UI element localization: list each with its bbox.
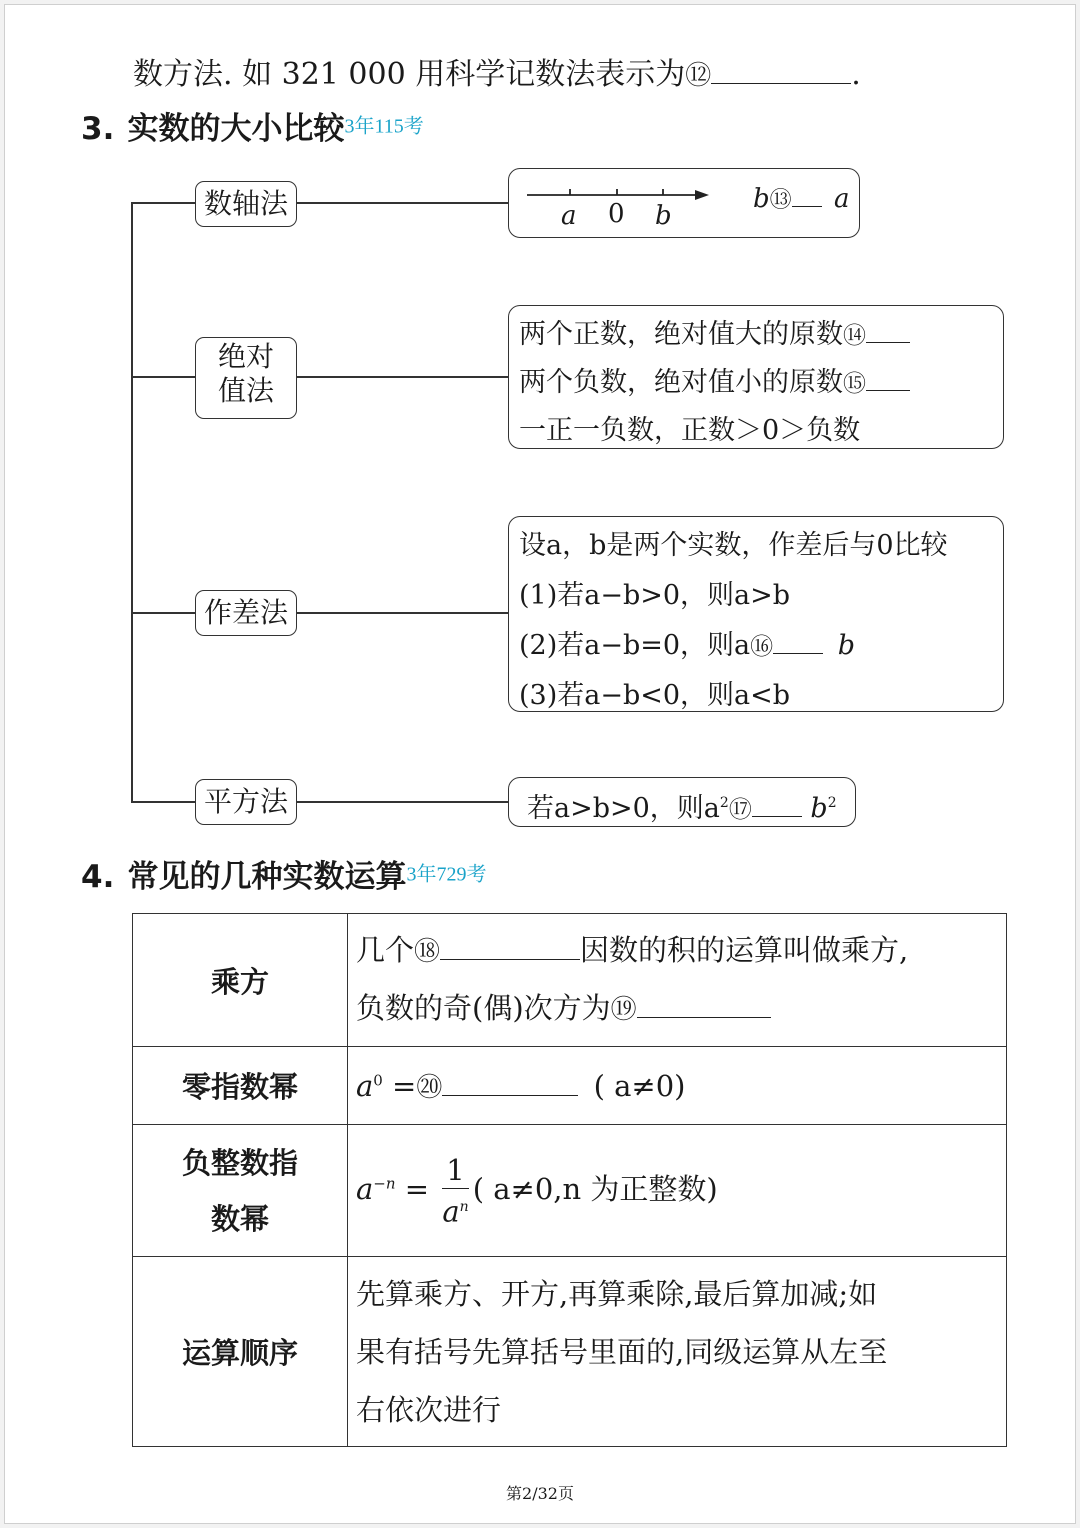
branch-2 — [131, 376, 195, 378]
branch-4 — [131, 801, 195, 803]
abs-line2-text: 两个负数，绝对值小的原数 — [519, 367, 843, 398]
power-line1-suffix: 因数的积的运算叫做乘方, — [580, 933, 909, 967]
answer-blank-13 — [792, 206, 822, 207]
neg-label-line2: 数幂 — [210, 1201, 269, 1236]
connector-2 — [297, 376, 509, 378]
row-content-negative-exponent — [348, 1125, 1007, 1257]
answer-blank-16 — [773, 653, 823, 654]
section4-number: 4. — [81, 859, 115, 895]
table-row-power — [133, 914, 1007, 1047]
neg-label-line1: 负整数指 — [181, 1145, 298, 1180]
tree-trunk — [131, 202, 133, 802]
den-base: a — [442, 1194, 460, 1229]
answer-blank-15 — [866, 390, 910, 391]
section4-title: 常见的几种实数运算 — [127, 859, 407, 895]
absolute-value-box — [508, 305, 1004, 449]
connector-1 — [297, 202, 509, 204]
arrow-icon — [695, 190, 709, 200]
table-row-order — [133, 1257, 1007, 1447]
tick-label-b: b — [655, 201, 672, 231]
compare-right: a — [833, 184, 850, 214]
number-line-box — [508, 168, 860, 238]
abs-line1-text: 两个正数，绝对值大的原数 — [519, 319, 843, 350]
square-prefix: 若a>b>0，则a — [527, 793, 720, 824]
blank-marker-19: ⑲ — [610, 995, 637, 1025]
connector-3 — [297, 612, 509, 614]
blank-marker-14: ⑭ — [843, 323, 866, 349]
branch-3 — [131, 612, 195, 614]
fraction-denominator — [442, 1189, 468, 1230]
section4-exam-note: 3年729考 — [406, 863, 487, 886]
connector-4 — [297, 801, 509, 803]
answer-blank-17 — [752, 816, 802, 817]
order-line3: 右依次进行 — [356, 1392, 502, 1427]
negative-exponent-formula — [356, 1152, 718, 1229]
operations-table — [132, 913, 1007, 1447]
section3-number: 3. — [81, 111, 115, 147]
answer-blank-12 — [711, 83, 851, 84]
order-line2: 果有括号先算括号里面的,同级运算从左至 — [356, 1334, 888, 1369]
table-row-zero-exponent — [133, 1047, 1007, 1125]
abs-line3: 一正一负数，正数＞0＞负数 — [519, 415, 861, 446]
branch-1 — [131, 202, 195, 204]
fraction — [442, 1152, 468, 1230]
diff-intro: 设a，b是两个实数，作差后与0比较 — [519, 530, 948, 561]
power-line2-prefix: 负数的奇(偶)次方为 — [356, 991, 611, 1025]
zero-exp-exp: 0 — [373, 1071, 383, 1090]
section3-title: 实数的大小比较 — [127, 111, 345, 147]
blank-marker-17: ⑰ — [728, 797, 752, 823]
neg-exp-cond: ( a≠0,n 为正整数) — [472, 1171, 718, 1206]
difference-box — [508, 516, 1004, 712]
row-content-power — [348, 914, 1007, 1047]
top-line-text: 数方法. 如 321 000 用科学记数法表示为 — [133, 57, 686, 92]
row-label-order: 运算顺序 — [133, 1257, 348, 1447]
blank-marker-15: ⑮ — [843, 371, 866, 397]
zero-exp-cond: ( a≠0) — [593, 1069, 686, 1103]
square-suffix: b — [810, 793, 828, 824]
row-content-order — [348, 1257, 1007, 1447]
top-line — [133, 49, 861, 93]
zero-exponent-formula — [356, 1069, 686, 1103]
zero-exp-eq: = — [382, 1069, 417, 1103]
tick-label-0: 0 — [608, 199, 625, 229]
row-content-zero-exponent — [348, 1047, 1007, 1125]
abs-line2 — [519, 360, 910, 399]
row-label-zero-exponent: 零指数幂 — [133, 1047, 348, 1125]
neg-exp-eq: = — [395, 1171, 430, 1206]
tick-label-a: a — [561, 201, 577, 231]
answer-blank-14 — [866, 342, 910, 343]
neg-exp-base: a — [356, 1171, 374, 1206]
answer-blank-18 — [440, 959, 580, 960]
answer-blank-19 — [637, 1017, 771, 1018]
method-difference-label: 作差法 — [195, 590, 297, 636]
document-page — [4, 4, 1076, 1524]
compare-left: b — [753, 184, 770, 214]
power-line2 — [356, 980, 1005, 1038]
neg-exp-exp: −n — [373, 1173, 396, 1192]
den-exp: n — [459, 1198, 469, 1215]
diff-case3: (3)若a−b<0，则a<b — [519, 680, 791, 711]
top-line-tail: . — [851, 57, 861, 92]
diff-case2-suffix: b — [837, 630, 856, 661]
number-line-compare — [753, 183, 849, 214]
diff-case2 — [519, 623, 855, 662]
square-exp2: 2 — [827, 795, 837, 811]
zero-exp-base: a — [356, 1069, 374, 1103]
abs-label-line1: 绝对 — [217, 340, 274, 373]
blank-marker-16: ⑯ — [750, 634, 774, 660]
diff-case1: (1)若a−b>0，则a>b — [519, 580, 791, 611]
order-line1: 先算乘方、开方,再算乘除,最后算加减;如 — [356, 1276, 878, 1311]
power-line1-prefix: 几个 — [356, 933, 415, 967]
method-absolute-value-label — [195, 337, 297, 419]
section3-heading — [81, 103, 424, 148]
blank-marker-12: ⑫ — [685, 61, 712, 91]
blank-marker-18: ⑱ — [414, 937, 441, 967]
square-line — [527, 786, 837, 825]
page-number: 第2/32页 — [506, 1484, 574, 1503]
abs-label-line2: 值法 — [217, 374, 274, 407]
fraction-numerator: 1 — [442, 1152, 468, 1189]
section3-exam-note: 3年115考 — [344, 115, 424, 138]
power-line1 — [356, 922, 1005, 980]
method-number-line-label: 数轴法 — [195, 181, 297, 227]
square-box — [508, 777, 856, 827]
diff-case2-prefix: (2)若a−b=0，则a — [519, 630, 751, 661]
answer-blank-20 — [442, 1095, 578, 1096]
blank-marker-20: ⑳ — [416, 1073, 443, 1103]
blank-marker-13: ⑬ — [769, 188, 792, 213]
square-exp: 2 — [719, 795, 729, 811]
row-label-power: 乘方 — [133, 914, 348, 1047]
row-label-negative-exponent — [133, 1125, 348, 1257]
section4-heading — [81, 851, 486, 896]
method-square-label: 平方法 — [195, 779, 297, 825]
abs-line1 — [519, 312, 910, 351]
table-row-negative-exponent — [133, 1125, 1007, 1257]
